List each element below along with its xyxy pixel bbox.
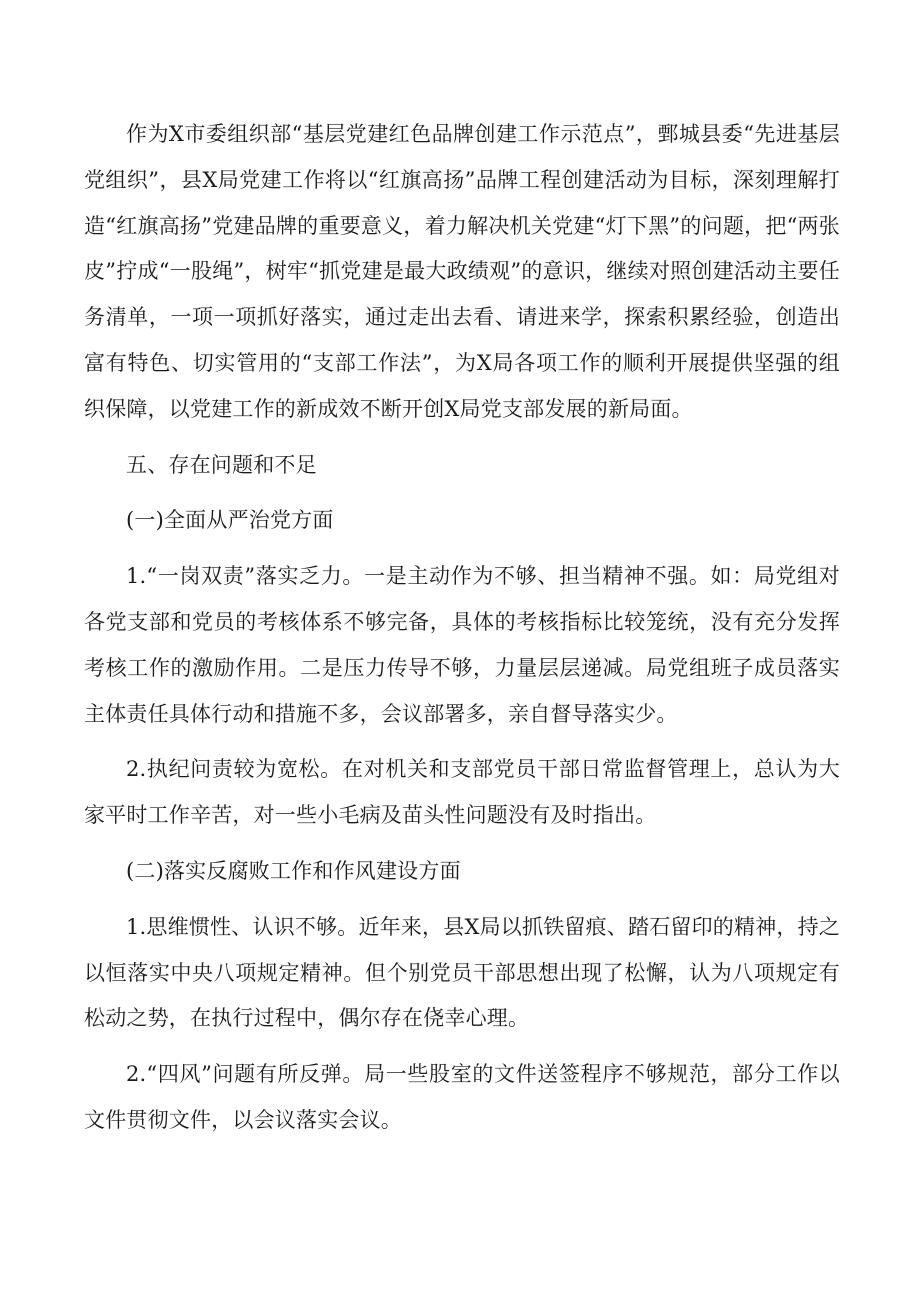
document-body bbox=[84, 112, 840, 1154]
paragraph-party-brand-goal: 作为X市委组织部“基层党建红色品牌创建工作示范点”，鄄城县委“先进基层党组织”，县X局党建工作将以“红旗高扬”品牌工程创建活动为目标，深刻理解打造“红旗高扬”党建品牌的重要意义，着力解决机关党建“灯下黑”的问题，把“两张皮”拧成“一股绳”，树牢“抓党建是最大政绩观”的意识，继续对照创建活动主要任务清单，一项一项抓好落实，通过走出去看、请进来学，探索积累经验，创造出富有特色、切实管用的“支部工作法”，为X局各项工作的顺利开展提供坚强的组织保障，以党建工作的新成效不断开创X局党支部发展的新局面。 bbox=[84, 122, 840, 421]
paragraph-thinking-inertia: 1.思维惯性、认识不够。近年来，县X局以抓铁留痕、踏石留印的精神，持之以恒落实中央八项规定精神。但个别党员干部思想出现了松懈，认为八项规定有松动之势，在执行过程中，偶尔存在侥幸心理。 bbox=[84, 914, 840, 1031]
paragraph-four-styles-rebound: 2.“四风”问题有所反弹。局一些股室的文件送签程序不够规范，部分工作以文件贯彻文件，以会议落实会议。 bbox=[84, 1062, 840, 1132]
section-heading-problems: 五、存在问题和不足 bbox=[126, 452, 317, 477]
paragraph-dual-responsibility: 1.“一岗双责”落实乏力。一是主动作为不够、担当精神不强。如：局党组对各党支部和党员的考核体系不够完备，具体的考核指标比较笼统，没有充分发挥考核工作的激励作用。二是压力传导不够，力量层层递减。局党组班子成员落实主体责任具体行动和措施不多，会议部署多，亲自督导落实少。 bbox=[84, 564, 840, 726]
paragraph-discipline-accountability: 2.执纪问责较为宽松。在对机关和支部党员干部日常监督管理上，总认为大家平时工作辛苦，对一些小毛病及苗头性问题没有及时指出。 bbox=[84, 757, 840, 828]
subsection-heading-anti-corruption: (二)落实反腐败工作和作风建设方面 bbox=[126, 858, 461, 883]
subsection-heading-strict-governance: (一)全面从严治党方面 bbox=[126, 508, 334, 533]
